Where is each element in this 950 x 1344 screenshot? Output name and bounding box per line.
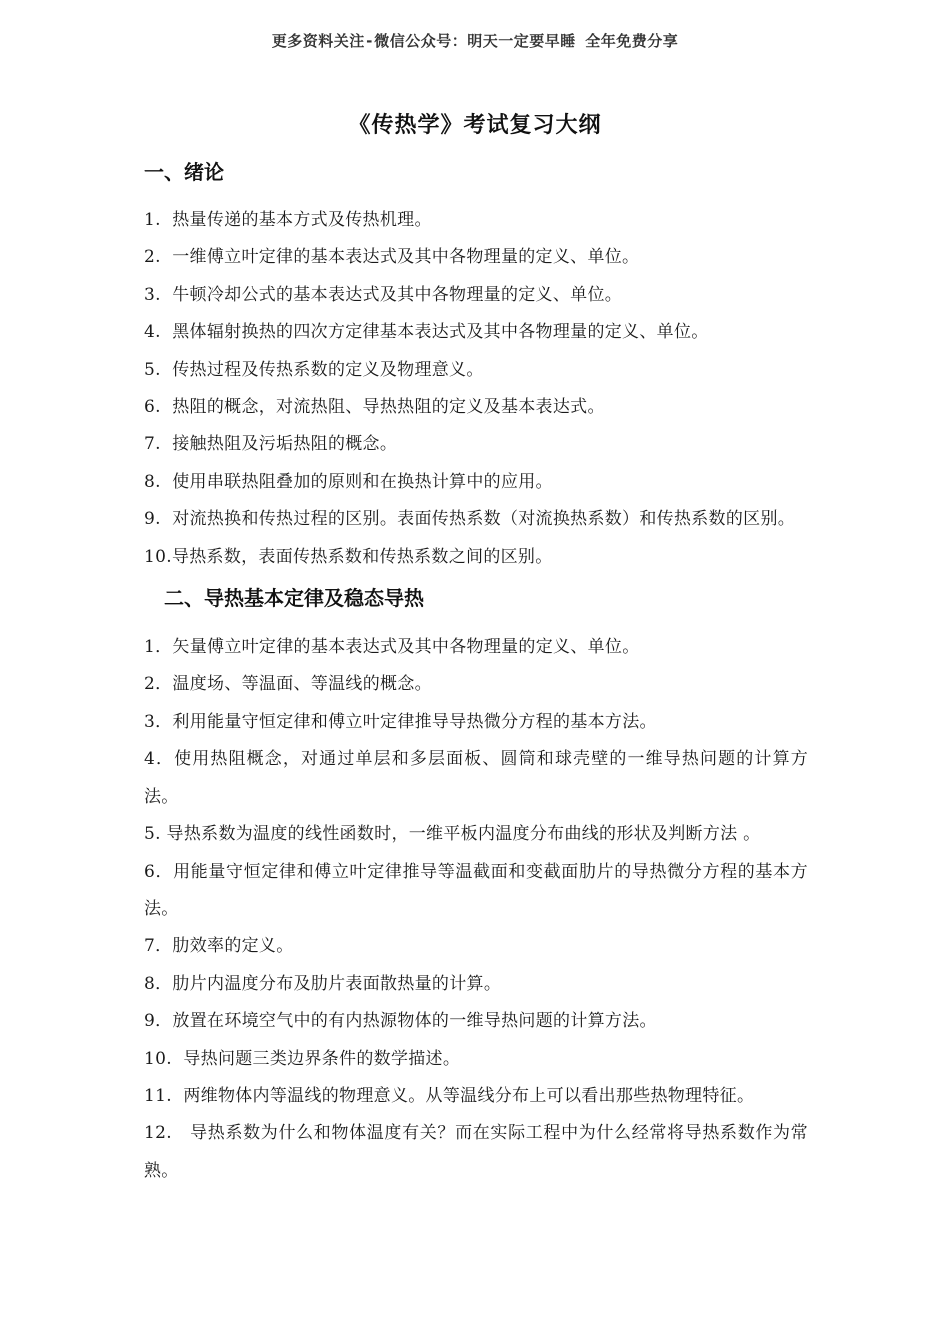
section-conduction	[144, 576, 808, 1190]
item-number: 6.	[144, 397, 161, 418]
list-item	[144, 352, 808, 389]
item-text: 对流热换和传热过程的区别。表面传热系数（对流换热系数）和传热系数的区别。	[172, 509, 796, 530]
item-number: 1.	[144, 210, 161, 230]
item-text: 传热过程及传热系数的定义及物理意义。	[172, 359, 484, 380]
list-item	[144, 389, 808, 426]
item-number: 4.	[144, 322, 161, 343]
item-number: 9．	[144, 1011, 173, 1032]
list-item	[144, 1041, 808, 1078]
item-number: 3．	[144, 711, 173, 732]
item-text: 肋效率的定义。	[172, 936, 294, 957]
item-text: 放置在环境空气中的有内热源物体的一维导热问题的计算方法。	[172, 1011, 657, 1032]
item-text: 导热系数为什么和物体温度有关？而在实际工程中为什么经常将导热系数作为常熟。	[144, 1123, 808, 1181]
item-number: 7.	[144, 434, 161, 455]
item-text: 肋片内温度分布及肋片表面散热量的计算。	[172, 973, 502, 994]
item-text: 导热系数，表面传热系数和传热系数之间的区别。	[171, 546, 553, 567]
list-item	[144, 277, 808, 314]
item-text: 接触热阻及污垢热阻的概念。	[172, 434, 398, 455]
list-item	[144, 539, 808, 576]
list-item	[144, 202, 808, 239]
item-list	[144, 629, 808, 1190]
list-item	[144, 966, 808, 1003]
item-number: 2．	[144, 674, 173, 695]
item-text: 黑体辐射换热的四次方定律基本表达式及其中各物理量的定义、单位。	[172, 322, 709, 343]
section-heading: 一、绪论	[144, 160, 224, 184]
list-item	[144, 629, 808, 666]
item-text: 利用能量守恒定律和傅立叶定律推导导热微分方程的基本方法。	[172, 711, 657, 732]
item-number: 7．	[144, 936, 173, 957]
item-number: 2.	[144, 247, 161, 268]
list-item	[144, 704, 808, 741]
item-number: 4．	[144, 749, 175, 770]
item-number: 6．	[144, 861, 174, 882]
item-text: 矢量傅立叶定律的基本表达式及其中各物理量的定义、单位。	[172, 637, 640, 658]
list-item	[144, 501, 808, 538]
header-note: 更多资料关注-微信公众号：明天一定要早睡 全年免费分享	[271, 32, 679, 50]
item-text: 热量传递的基本方式及传热机理。	[172, 210, 432, 230]
list-item	[144, 1003, 808, 1040]
list-item	[144, 666, 808, 703]
item-text: 使用串联热阻叠加的原则和在换热计算中的应用。	[172, 471, 553, 492]
item-text: 两维物体内等温线的物理意义。从等温线分布上可以看出那些热物理特征。	[183, 1085, 755, 1106]
section-introduction	[144, 150, 808, 576]
item-text: 使用热阻概念，对通过单层和多层面板、圆筒和球壳壁的一维导热问题的计算方法。	[144, 749, 808, 807]
item-number: 8.	[144, 471, 161, 492]
list-item	[144, 741, 808, 816]
item-number: 5.	[144, 359, 161, 380]
item-text: 牛顿冷却公式的基本表达式及其中各物理量的定义、单位。	[172, 284, 623, 305]
section-heading: 二、导热基本定律及稳态导热	[164, 586, 424, 611]
item-list	[144, 202, 808, 576]
item-text: 热阻的概念，对流热阻、导热热阻的定义及基本表达式。	[172, 397, 605, 418]
item-number: 9.	[144, 509, 161, 530]
item-text: 温度场、等温面、等温线的概念。	[172, 674, 432, 695]
item-text: 用能量守恒定律和傅立叶定律推导等温截面和变截面肋片的导热微分方程的基本方法。	[144, 861, 808, 919]
list-item	[144, 928, 808, 965]
item-number: 10.	[144, 546, 172, 567]
item-number: 1．	[144, 637, 173, 658]
item-number: 11.	[144, 1085, 172, 1106]
list-item	[144, 1078, 808, 1115]
item-number: 5.	[144, 824, 161, 845]
list-item	[144, 426, 808, 463]
list-item	[144, 464, 808, 501]
item-text: 一维傅立叶定律的基本表达式及其中各物理量的定义、单位。	[172, 247, 640, 268]
document-body	[144, 150, 808, 1190]
item-number: 3.	[144, 284, 161, 305]
item-number: 8．	[144, 973, 173, 994]
item-number: 10.	[144, 1048, 172, 1069]
item-number: 12.	[144, 1123, 172, 1144]
item-text: 导热系数为温度的线性函数时，一维平板内温度分布曲线的形状及判断方法 。	[166, 824, 761, 845]
list-item	[144, 314, 808, 351]
list-item	[144, 854, 808, 929]
item-text: 导热问题三类边界条件的数学描述。	[183, 1048, 461, 1069]
list-item	[144, 816, 808, 853]
list-item	[144, 239, 808, 276]
list-item	[144, 1115, 808, 1190]
document-title: 《传热学》考试复习大纲	[348, 113, 602, 138]
